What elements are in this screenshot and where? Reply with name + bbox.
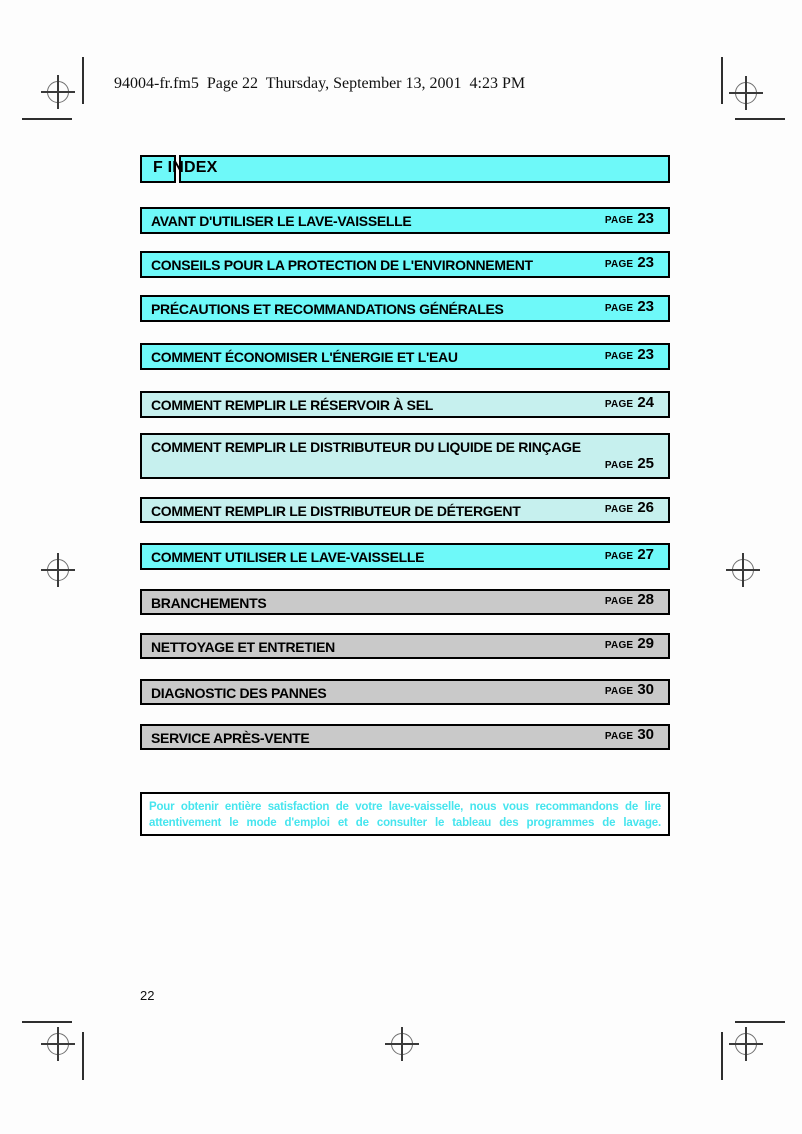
index-title: F INDEX — [153, 159, 218, 176]
crop-line — [22, 1021, 72, 1023]
page-ref — [605, 210, 654, 228]
page-ref — [605, 681, 654, 699]
crop-line — [735, 1021, 785, 1023]
page-word: PAGE — [604, 640, 634, 651]
index-entry-label: COMMENT REMPLIR LE DISTRIBUTEUR DE DÉTERGENT — [151, 503, 521, 519]
page-number: 29 — [637, 635, 654, 652]
index-row — [140, 251, 670, 278]
index-entry-label: AVANT D'UTILISER LE LAVE-VAISSELLE — [151, 213, 412, 229]
page-ref — [605, 726, 654, 744]
index-row — [140, 433, 670, 479]
page-ref — [605, 591, 654, 609]
registration-mark-icon — [729, 76, 763, 110]
index-row — [140, 497, 670, 523]
page-number: 30 — [637, 726, 654, 743]
registration-mark-icon — [41, 75, 75, 109]
page-number: 28 — [637, 591, 654, 608]
page-number: 24 — [637, 394, 654, 411]
index-row — [140, 633, 670, 659]
page-number: 27 — [637, 546, 654, 563]
registration-mark-icon — [729, 1027, 763, 1061]
index-entry-label: CONSEILS POUR LA PROTECTION DE L'ENVIRONNEMENT — [151, 257, 533, 273]
index-entry-label: DIAGNOSTIC DES PANNES — [151, 685, 327, 701]
page-ref — [605, 635, 654, 653]
page-word: PAGE — [604, 504, 634, 515]
index-row — [140, 589, 670, 615]
index-entry-label: COMMENT UTILISER LE LAVE-VAISSELLE — [151, 549, 425, 565]
page-number: 23 — [637, 298, 654, 315]
crop-line — [721, 1032, 723, 1080]
page-word: PAGE — [604, 686, 634, 697]
index-row — [140, 543, 670, 570]
registration-mark-icon — [726, 553, 760, 587]
page-number: 23 — [637, 254, 654, 271]
note-text: Pour obtenir entière satisfaction de votre lave-vaisselle, nous vous recommandons de lire attentivement le mode d'emploi et de consulter le tableau des programmes de lavage. — [149, 801, 661, 829]
page-number: 25 — [637, 455, 654, 472]
page-word: PAGE — [604, 215, 634, 226]
index-row — [140, 207, 670, 234]
folio-page-number: 22 — [140, 988, 155, 1003]
index-header — [140, 155, 670, 183]
index-row — [140, 391, 670, 418]
index-row — [140, 295, 670, 322]
crop-line — [22, 118, 72, 120]
page-word: PAGE — [604, 303, 634, 314]
page-word: PAGE — [604, 551, 634, 562]
note-box — [140, 792, 670, 836]
page-word: PAGE — [604, 596, 634, 607]
index-row — [140, 679, 670, 705]
page-number: 30 — [637, 681, 654, 698]
page-word: PAGE — [604, 351, 634, 362]
page-number: 23 — [637, 210, 654, 227]
page-ref — [605, 254, 654, 272]
page-ref — [605, 499, 654, 517]
index-entry-label: COMMENT ÉCONOMISER L'ÉNERGIE ET L'EAU — [151, 349, 458, 365]
crop-line — [735, 118, 785, 120]
index-row — [140, 724, 670, 750]
index-entry-label: COMMENT REMPLIR LE RÉSERVOIR À SEL — [151, 397, 434, 413]
page-ref — [605, 346, 654, 364]
index-entry-label: NETTOYAGE ET ENTRETIEN — [151, 639, 335, 655]
registration-mark-icon — [41, 1027, 75, 1061]
index-entry-label: BRANCHEMENTS — [151, 595, 267, 611]
registration-mark-icon — [385, 1027, 419, 1061]
index-entry-label: PRÉCAUTIONS ET RECOMMANDATIONS GÉNÉRALES — [151, 301, 504, 317]
page-ref — [605, 455, 654, 473]
page-ref — [605, 394, 654, 412]
page-word: PAGE — [604, 259, 634, 270]
page-ref — [605, 298, 654, 316]
page-number: 26 — [637, 499, 654, 516]
print-job-header: 94004-fr.fm5 Page 22 Thursday, September 13, 2001 4:23 PM — [114, 75, 526, 92]
crop-line — [82, 1032, 84, 1080]
index-entry-label: COMMENT REMPLIR LE DISTRIBUTEUR DU LIQUIDE DE RINÇAGE — [151, 439, 581, 455]
page-word: PAGE — [604, 460, 634, 471]
page-ref — [605, 546, 654, 564]
index-entry-label: SERVICE APRÈS-VENTE — [151, 730, 310, 746]
page-word: PAGE — [604, 399, 634, 410]
index-title-box — [179, 155, 670, 183]
page-number: 23 — [637, 346, 654, 363]
crop-line — [721, 57, 723, 104]
index-row — [140, 343, 670, 370]
registration-mark-icon — [41, 553, 75, 587]
crop-line — [82, 57, 84, 104]
page-word: PAGE — [604, 731, 634, 742]
